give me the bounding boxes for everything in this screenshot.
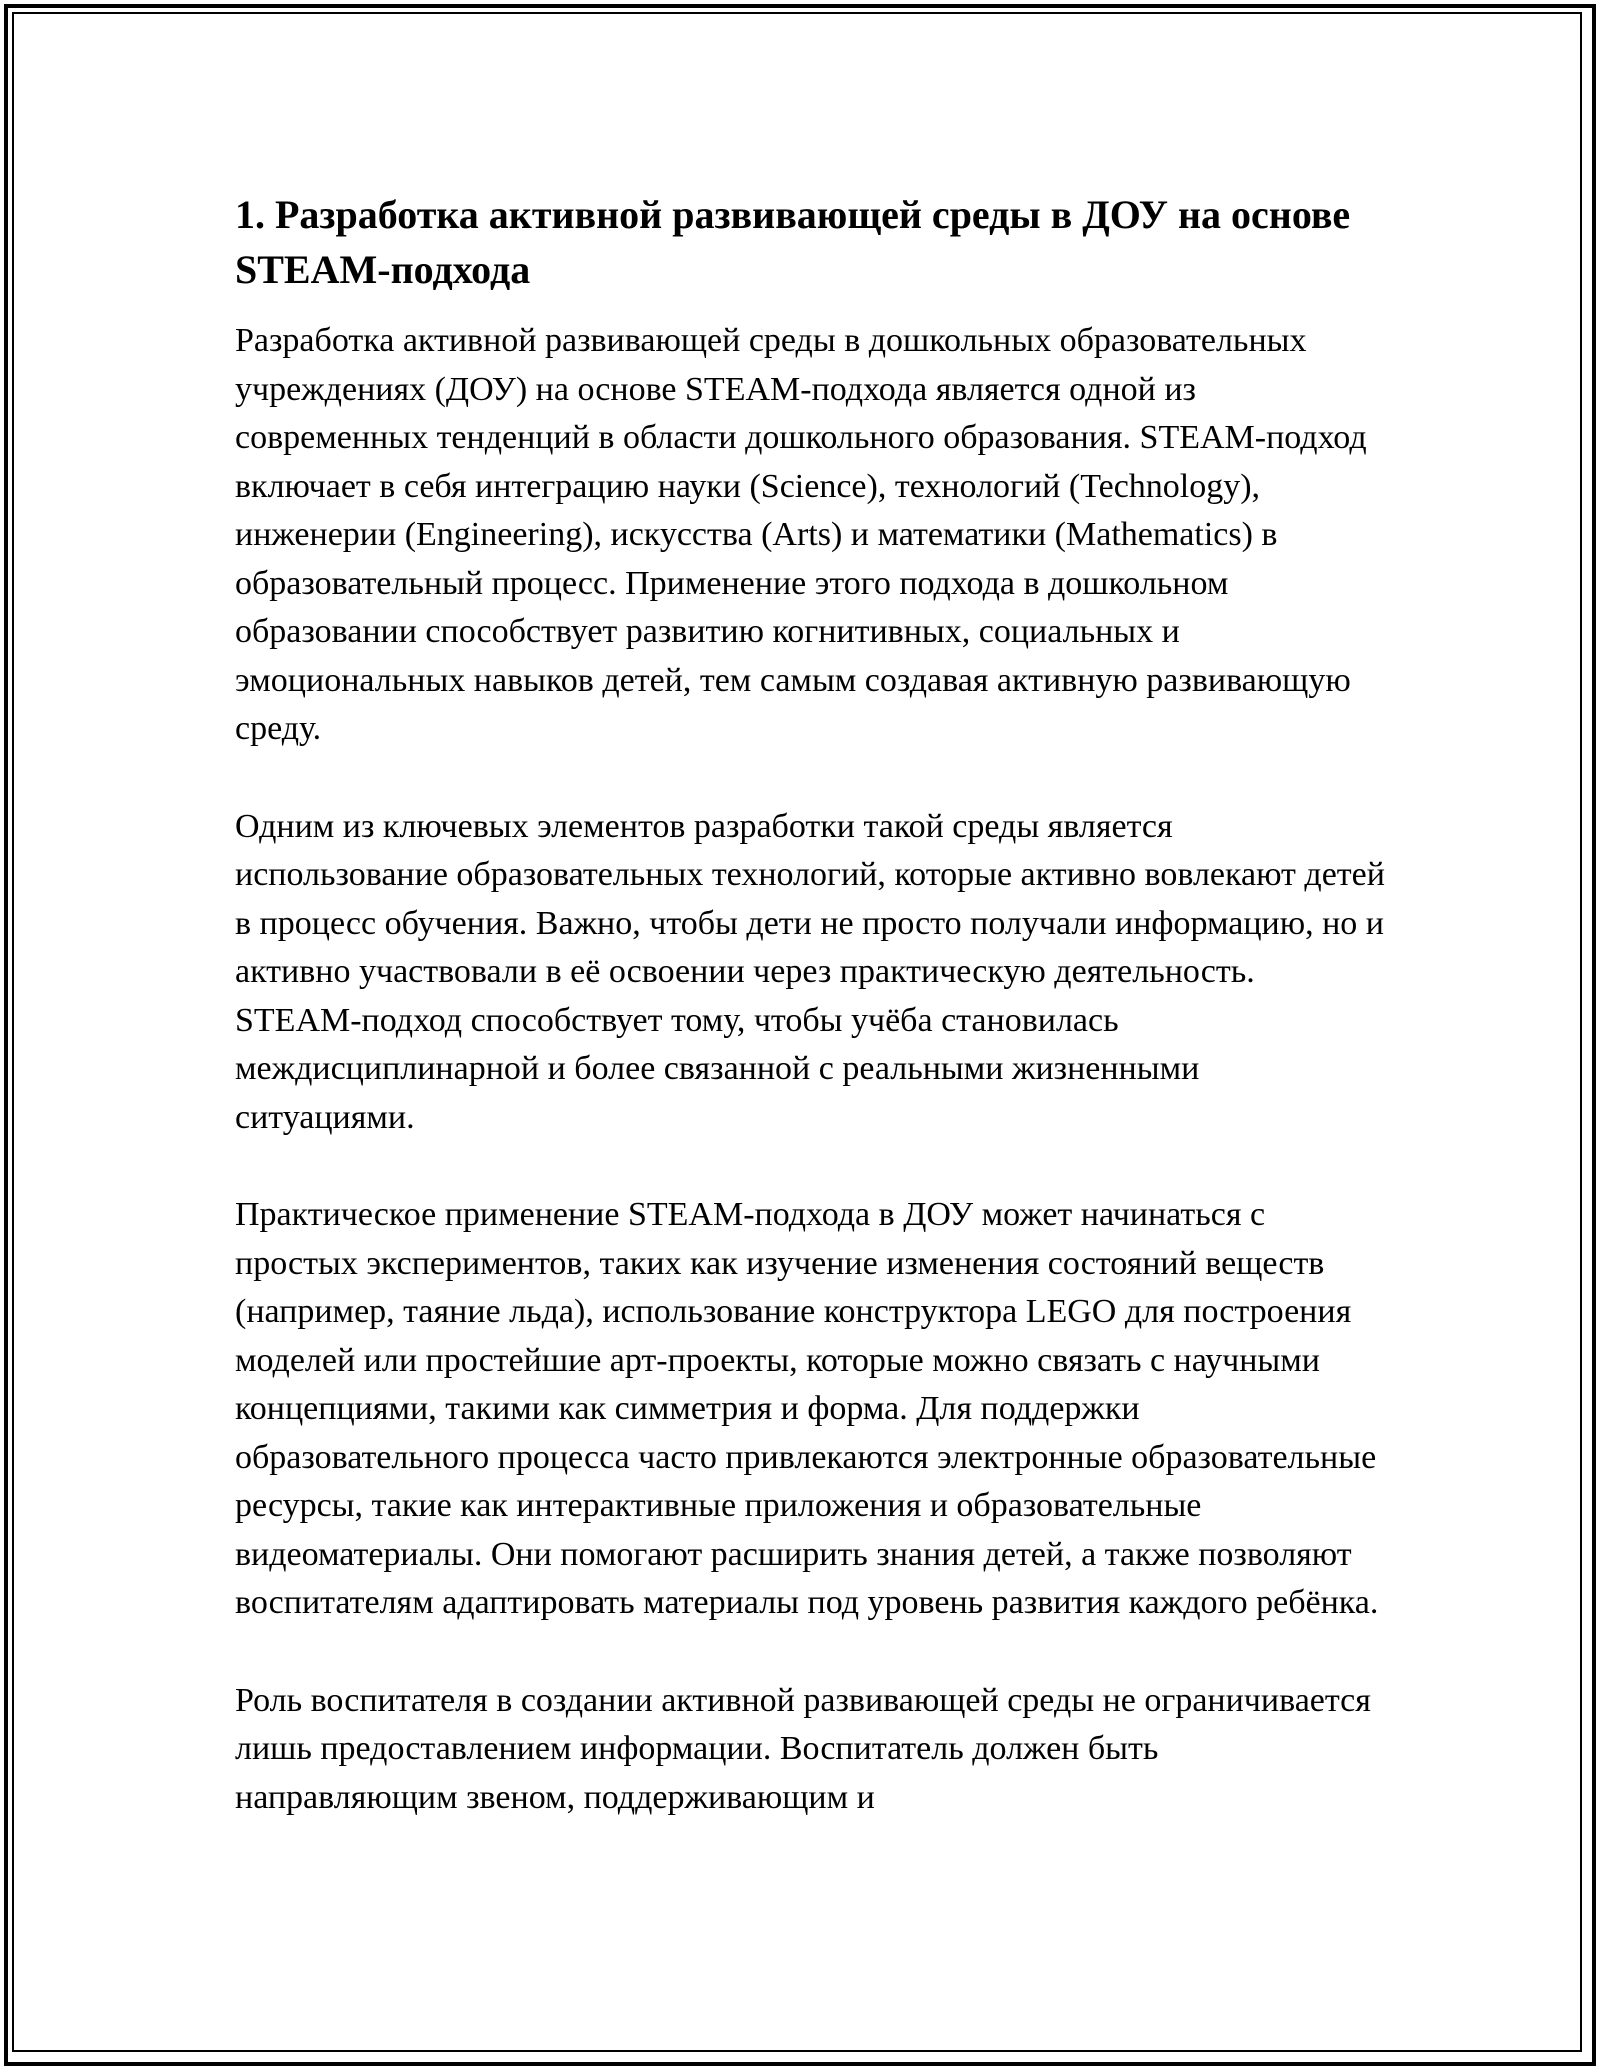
paragraph-3: Практическое применение STEAM-подхода в ДОУ может начинаться с простых экспериментов, таких как изучение изменения состояний веществ (например, таяние льда), использование конструктора LEGO для построения моделей или простейшие арт-проекты, которые можно связать с научными концепциями, такими как симметрия и форма. Для поддержки образовательного процесса часто привлекаются электронные образовательные ресурсы, такие как интерактивные приложения и образовательные видеоматериалы. Они помогают расширить знания детей, а также позволяют воспитателям адаптировать материалы под уровень развития каждого ребёнка. bbox=[235, 1196, 1379, 1621]
document-body bbox=[235, 187, 1385, 1871]
section-heading: 1. Разработка активной развивающей среды в ДОУ на основе STEAM-подхода bbox=[235, 192, 1351, 292]
paragraph-2: Одним из ключевых элементов разработки такой среды является использование образовательных технологий, которые активно вовлекают детей в процесс обучения. Важно, чтобы дети не просто получали информацию, но и активно участвовали в её освоении через практическую деятельность. STEAM-подход способствует тому, чтобы учёба становилась междисциплинарной и более связанной с реальными жизненными ситуациями. bbox=[235, 807, 1385, 1136]
paragraph-4: Роль воспитателя в создании активной развивающей среды не ограничивается лишь предоставлением информации. Воспитатель должен быть направляющим звеном, поддерживающим и bbox=[235, 1681, 1371, 1816]
paragraph-1: Разработка активной развивающей среды в дошкольных образовательных учреждениях (ДОУ) на основе STEAM-подхода является одной из современных тенденций в области дошкольного образования. STEAM-подход включает в себя интеграцию науки (Science), технологий (Technology), инженерии (Engineering), искусства (Arts) и математики (Mathematics) в образовательный процесс. Применение этого подхода в дошкольном образовании способствует развитию когнитивных, социальных и эмоциональных навыков детей, тем самым создавая активную развивающую среду. bbox=[235, 322, 1367, 747]
